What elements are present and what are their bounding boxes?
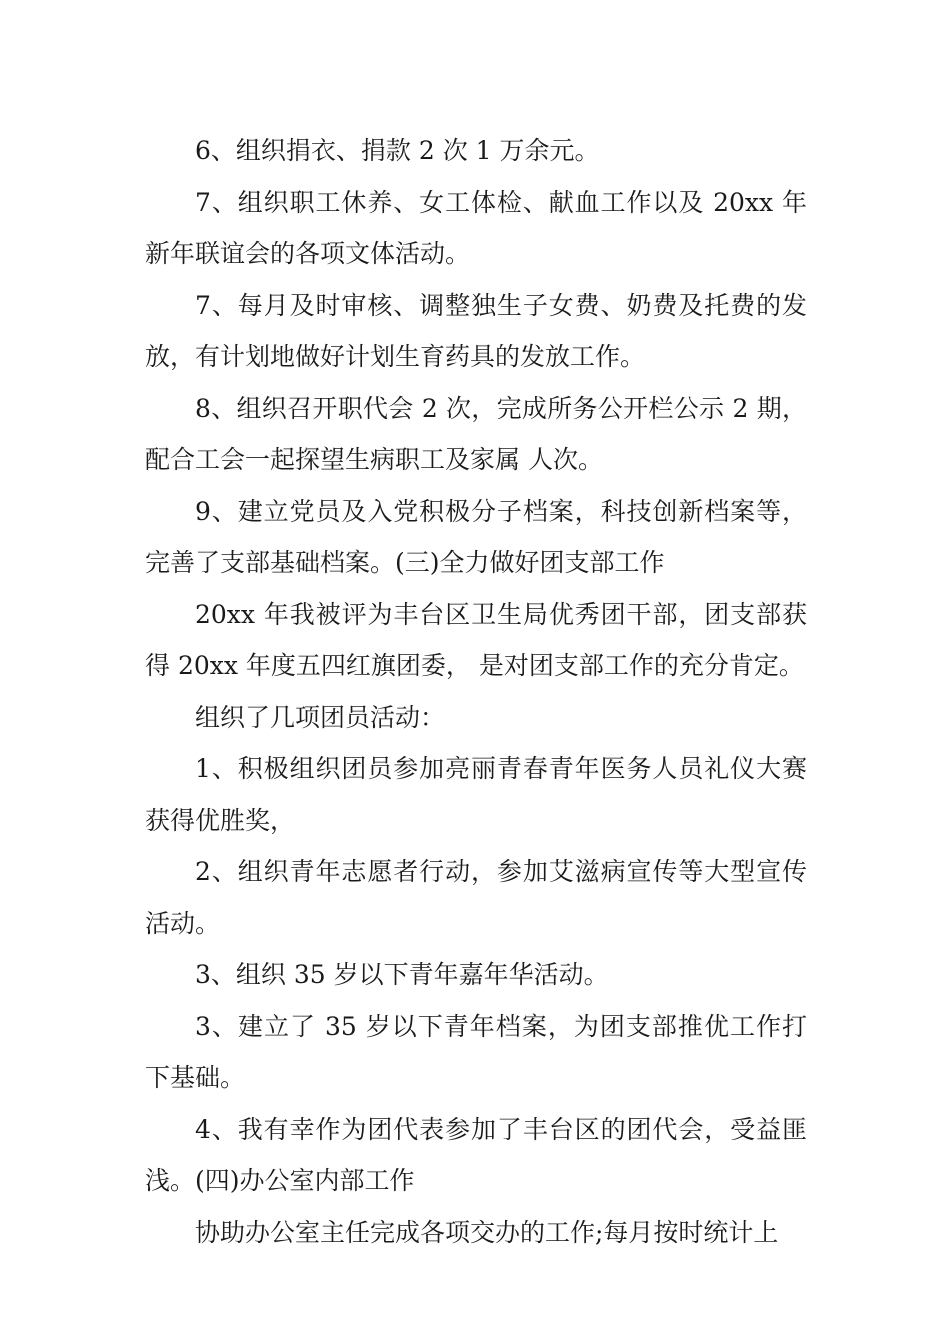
paragraph-party-archives: 9、建立党员及入党积极分子档案，科技创新档案等，完善了支部基础档案。(三)全力做好团支部工作 (145, 496, 807, 577)
paragraph-congress: 8、组织召开职代会 2 次，完成所务公开栏公示 2 期，配合工会一起探望生病职工及家属 人次。 (145, 393, 807, 474)
document-body (145, 125, 807, 1258)
paragraph-volunteer: 2、组织青年志愿者行动，参加艾滋病宣传等大型宣传活动。 (145, 857, 807, 938)
paragraph-league-activities-heading: 组织了几项团员活动： (195, 702, 446, 732)
paragraph-youth-archives: 3、建立了 35 岁以下青年档案，为团支部推优工作打下基础。 (145, 1011, 807, 1092)
paragraph-league-award: 20xx 年我被评为丰台区卫生局优秀团干部，团支部获得 20xx 年度五四红旗团委， 是对团支部工作的充分肯定。 (145, 599, 807, 680)
paragraph-carnival: 3、组织 35 岁以下青年嘉年华活动。 (195, 960, 609, 989)
paragraph-donation: 6、组织捐衣、捐款 2 次 1 万余元。 (195, 136, 600, 165)
paragraph-league-congress: 4、我有幸作为团代表参加了丰台区的团代会，受益匪浅。(四)办公室内部工作 (145, 1114, 807, 1195)
paragraph-allowance-review: 7、每月及时审核、调整独生子女费、奶费及托费的发放，有计划地做好计划生育药具的发放工作。 (145, 290, 807, 371)
paragraph-office-work: 协助办公室主任完成各项交办的工作;每月按时统计上 (195, 1217, 779, 1247)
paragraph-staff-activities: 7、组织职工休养、女工体检、献血工作以及 20xx 年新年联谊会的各项文体活动。 (145, 187, 807, 268)
paragraph-etiquette-contest: 1、积极组织团员参加亮丽青春青年医务人员礼仪大赛获得优胜奖， (145, 754, 807, 835)
